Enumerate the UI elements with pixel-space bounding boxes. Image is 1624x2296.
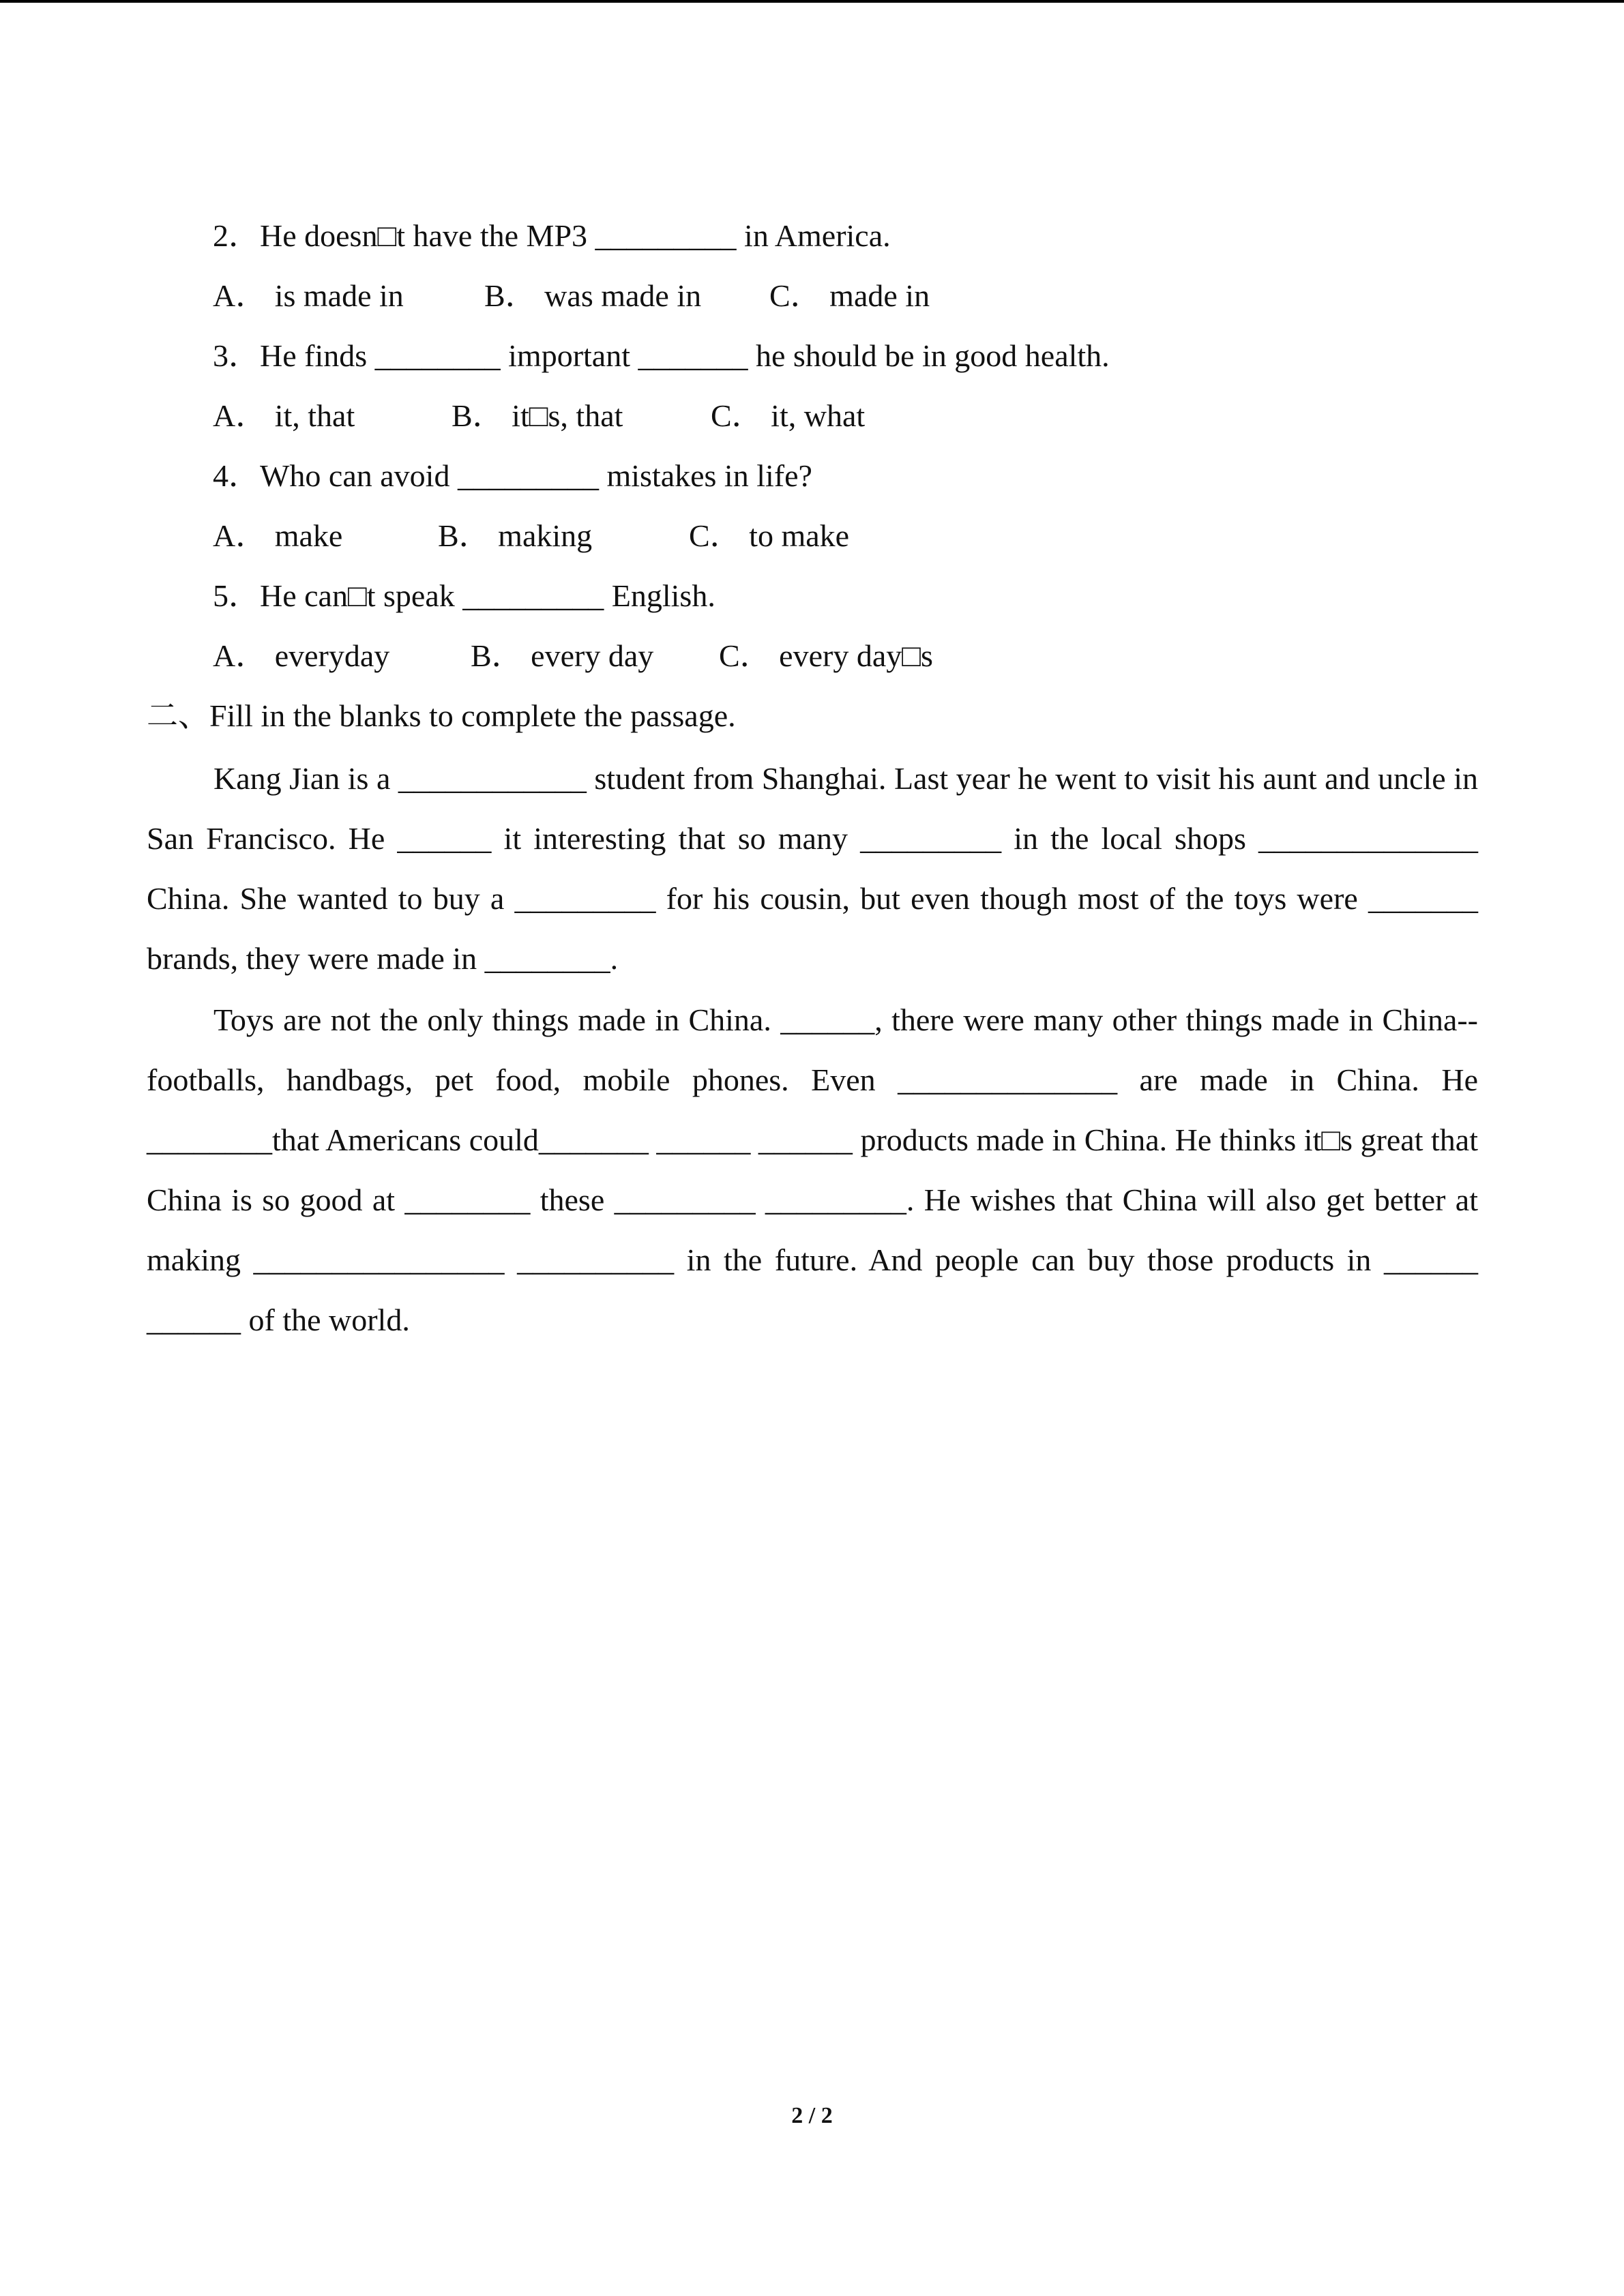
question-2-option-c: C． made in bbox=[769, 278, 930, 313]
question-4-option-c: C． to make bbox=[689, 518, 850, 553]
question-4-option-b: B． making bbox=[438, 518, 593, 553]
question-5-option-c: C． every day□s bbox=[719, 638, 933, 673]
section-2-heading: 二、Fill in the blanks to complete the passage. bbox=[147, 698, 736, 733]
question-2-stem: 2．He doesn□t have the MP3 _________ in America. bbox=[213, 218, 891, 253]
passage-paragraph-1: Kang Jian is a ____________ student from Shanghai. Last year he went to visit his aunt and uncle in San Francisco. He ______ it interesting that so many _________ in the local shops ______________ China. She wanted to buy a _________ for his cousin, but even though most of the toys were _______ brands, they were made in ________. bbox=[147, 761, 1478, 976]
question-3-option-b: B． it□s, that bbox=[452, 398, 623, 433]
passage-paragraph-2: Toys are not the only things made in China. ______, there were many other things made in China--footballs, handbags, pet food, mobile phones. Even ______________ are made in China. He ________that Americans could_______ ______ ______ products made in China. He thinks it□s great that China is so good at ________ these _________ _________. He wishes that China will also get better at making ________________ __________ in the future. And people can buy those products in ______ ______ of the world. bbox=[147, 1002, 1478, 1337]
question-5-stem: 5．He can□t speak _________ English. bbox=[213, 578, 715, 613]
question-3-option-a: A． it, that bbox=[213, 398, 355, 433]
question-5-option-b: B． every day bbox=[471, 638, 654, 673]
question-4-stem: 4．Who can avoid _________ mistakes in life? bbox=[213, 458, 812, 493]
question-2-option-b: B． was made in bbox=[484, 278, 702, 313]
question-2-option-a: A． is made in bbox=[213, 278, 404, 313]
question-5-option-a: A． everyday bbox=[213, 638, 390, 673]
question-3-option-c: C． it, what bbox=[711, 398, 866, 433]
page-number: 2 / 2 bbox=[791, 2103, 833, 2128]
question-3-stem: 3．He finds ________ important _______ he should be in good health. bbox=[213, 338, 1110, 373]
question-4-option-a: A． make bbox=[213, 518, 343, 553]
